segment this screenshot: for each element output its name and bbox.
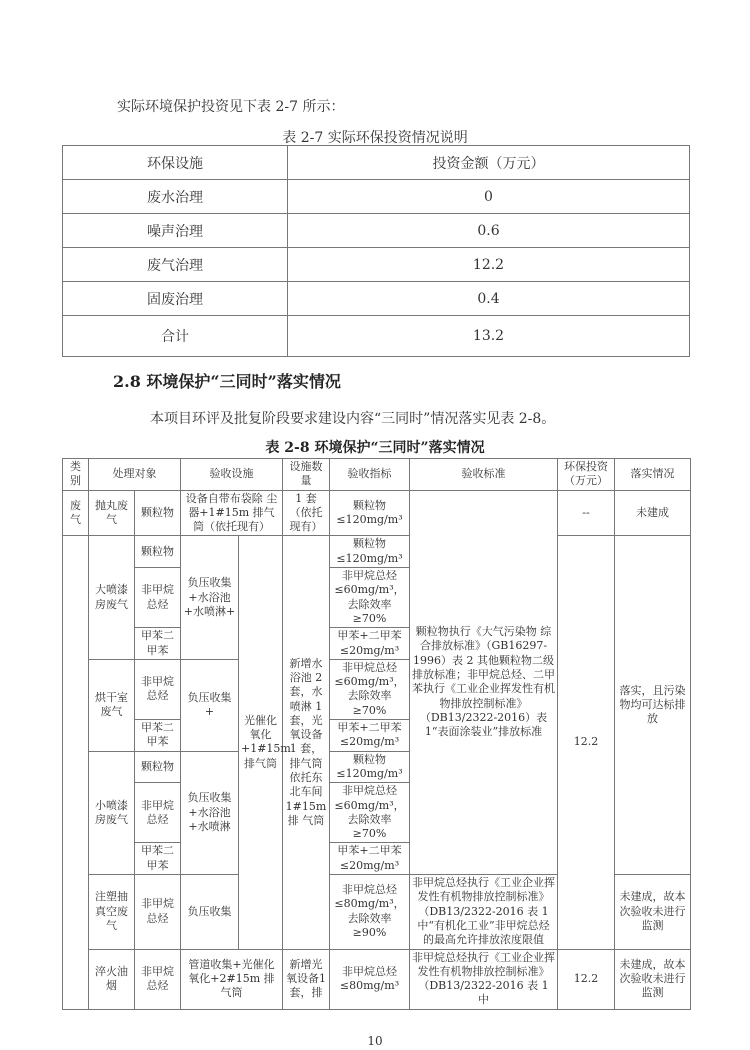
pollutant-cell: 甲苯二甲苯	[135, 628, 181, 660]
table-row	[63, 180, 690, 214]
facility-cell: 管道收集+光催化氧化+2#15m 排气筒	[181, 949, 283, 1009]
standard-cell: 非甲烷总烃执行《工业企业挥发性有机物排放控制标准》（DB13/2322-2016 表 1 中“有机化工业”非甲烷总烃的最高允许排放浓度限值	[410, 875, 558, 949]
investment-table	[62, 145, 690, 357]
header-index: 验收指标	[330, 459, 410, 491]
investment-cell: --	[558, 490, 615, 536]
table-2-8-caption: 表 2-8 环境保护“三同时”落实情况	[265, 440, 485, 456]
cell: 噪声治理	[63, 214, 288, 248]
table-header-row	[63, 459, 691, 491]
status-cell: 未建成，故本次验收未进行监测	[615, 875, 691, 949]
table-row	[63, 949, 691, 1009]
facility-cell: 负压收集+	[181, 659, 239, 751]
quantity-cell: 新增光氧设备1套，排	[283, 949, 330, 1009]
facility-cell: 负压收集	[181, 875, 239, 949]
intro-text: 实际环境保护投资见下表 2-7 所示：	[117, 99, 345, 115]
standard-cell: 颗粒物执行《大气污染物 综合排放标准》（GB16297-1996）表 2 其他颗粒物二级排放标准；非甲烷总烃、二甲苯执行《工业企业挥发性有机物排放控制标准》（DB13/2322-2016）表 1“表面涂装业”排放标准	[410, 490, 558, 874]
cell: 固废治理	[63, 282, 288, 316]
index-cell: 甲苯+二甲苯≤20mg/m³	[330, 843, 410, 875]
object-cell: 注塑抽真空废气	[89, 875, 135, 949]
object-cell: 烘干室废气	[89, 659, 135, 751]
category-cell: 废气	[63, 490, 89, 536]
status-cell: 未建成	[615, 490, 691, 536]
table-row-total	[63, 316, 690, 357]
header-object: 处理对象	[89, 459, 181, 491]
three-simultaneous-table	[62, 458, 691, 1010]
table-row	[63, 490, 691, 536]
pollutant-cell: 非甲烷总烃	[135, 783, 181, 843]
table-row	[63, 248, 690, 282]
standard-cell: 非甲烷总烃执行《工业企业挥发性有机物排放控制标准》（DB13/2322-2016 表 1 中	[410, 949, 558, 1009]
index-cell: 非甲烷总烃≤80mg/m³	[330, 949, 410, 1009]
index-cell: 非甲烷总烃≤60mg/m³，去除效率≥70%	[330, 659, 410, 719]
header-standard: 验收标准	[410, 459, 558, 491]
index-cell: 颗粒物≤120mg/m³	[330, 490, 410, 536]
table-row	[63, 214, 690, 248]
pollutant-cell: 颗粒物	[135, 751, 181, 783]
table-header-row	[63, 146, 690, 180]
shared-facility-cell: 光催化氧化+1#15m排气筒	[239, 536, 283, 949]
index-cell: 甲苯+二甲苯≤20mg/m³	[330, 720, 410, 752]
facility-cell: 设备自带布袋除 尘器+1#15m 排气 筒（依托现有）	[181, 490, 283, 536]
table-row	[63, 282, 690, 316]
object-cell: 大喷漆房废气	[89, 536, 135, 659]
pollutant-cell: 颗粒物	[135, 490, 181, 536]
page-number: 10	[367, 1033, 383, 1048]
object-cell: 小喷漆房废气	[89, 751, 135, 874]
header-status: 落实情况	[615, 459, 691, 491]
pollutant-cell: 颗粒物	[135, 536, 181, 568]
cell: 0.4	[288, 282, 690, 316]
index-cell: 非甲烷总烃≤60mg/m³，去除效率≥70%	[330, 783, 410, 843]
status-cell: 未建成，故本次验收未进行监测	[615, 949, 691, 1009]
header-investment: 环保投资（万元）	[558, 459, 615, 491]
cell: 废水治理	[63, 180, 288, 214]
pollutant-cell: 非甲烷总烃	[135, 949, 181, 1009]
pollutant-cell: 非甲烷总烃	[135, 875, 181, 949]
cell: 合计	[63, 316, 288, 357]
section-paragraph: 本项目环评及批复阶段要求建设内容“三同时”情况落实见表 2-8。	[150, 411, 556, 427]
header-category: 类别	[63, 459, 89, 491]
facility-cell: 负压收集+水浴池+水喷淋+	[181, 536, 239, 659]
cell: 废气治理	[63, 248, 288, 282]
table-2-8-section	[0, 458, 750, 1048]
investment-cell: 12.2	[558, 949, 615, 1009]
quantity-cell: 1 套（依托现有）	[283, 490, 330, 536]
cell: 0.6	[288, 214, 690, 248]
object-cell: 抛丸废气	[89, 490, 135, 536]
header-quantity: 设施数量	[283, 459, 330, 491]
facility-cell: 负压收集+水浴池+水喷淋	[181, 751, 239, 874]
pollutant-cell: 甲苯二甲苯	[135, 843, 181, 875]
index-cell: 颗粒物≤120mg/m³	[330, 751, 410, 783]
table-2-7-caption: 表 2-7 实际环保投资情况说明	[282, 130, 468, 146]
cell: 12.2	[288, 248, 690, 282]
index-cell: 非甲烷总烃≤80mg/m³，去除效率≥90%	[330, 875, 410, 949]
header-facility: 环保设施	[63, 146, 288, 180]
shared-investment-cell: 12.2	[558, 536, 615, 949]
index-cell: 甲苯+二甲苯≤20mg/m³	[330, 628, 410, 660]
pollutant-cell: 非甲烷总烃	[135, 659, 181, 719]
section-title: 2.8 环境保护“三同时”落实情况	[113, 372, 341, 391]
pollutant-cell: 甲苯二甲苯	[135, 720, 181, 752]
shared-quantity-cell: 新增水浴池 2 套，水喷淋 1 套，光氧设备 1 套，排气筒依托东北车间 1#15m 排 气筒	[283, 536, 330, 949]
shared-status-cell: 落实，且污染物均可达标排放	[615, 536, 691, 875]
header-amount: 投资金额（万元）	[288, 146, 690, 180]
header-facility: 验收设施	[181, 459, 283, 491]
category-cell-empty	[63, 536, 89, 1009]
index-cell: 非甲烷总烃≤60mg/m³，去除效率≥70%	[330, 568, 410, 628]
cell: 13.2	[288, 316, 690, 357]
table-row	[63, 536, 691, 568]
pollutant-cell: 非甲烷总烃	[135, 568, 181, 628]
cell: 0	[288, 180, 690, 214]
index-cell: 颗粒物≤120mg/m³	[330, 536, 410, 568]
object-cell: 淬火油烟	[89, 949, 135, 1009]
